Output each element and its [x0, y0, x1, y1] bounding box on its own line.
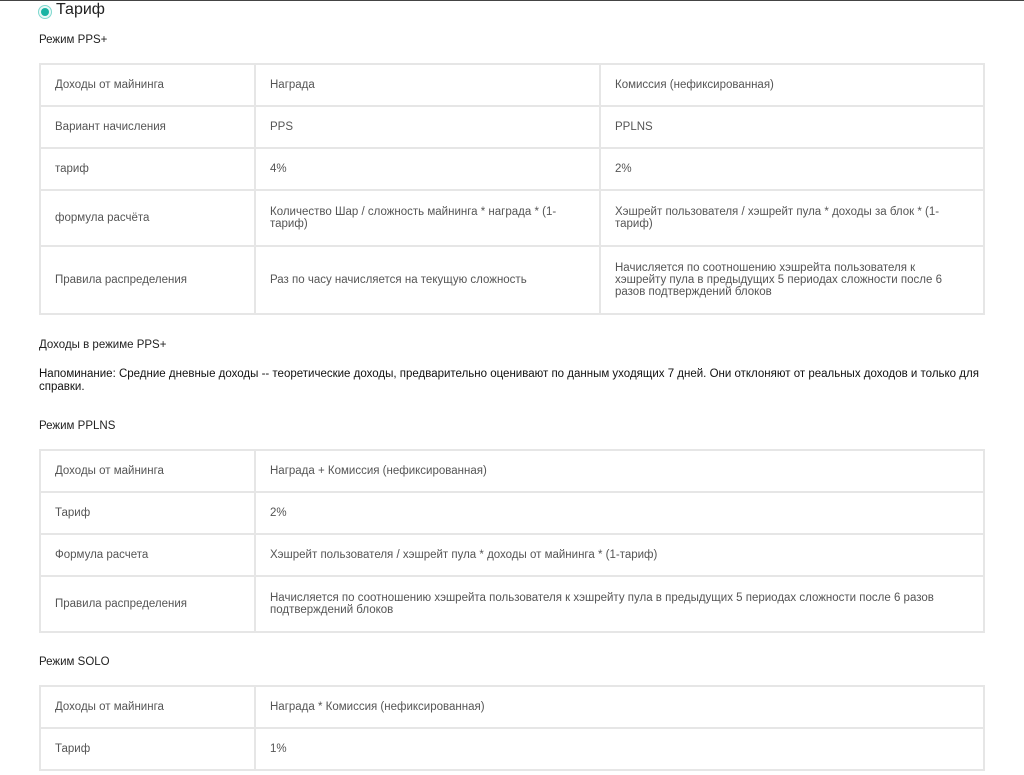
- table-row: [40, 190, 984, 246]
- table-row: [40, 246, 984, 314]
- table-cell: Начисляется по соотношению хэшрейта пользователя к хэшрейту пула в предыдущих 5 периодах сложности после 6 разов подтверждений блоков: [255, 576, 984, 632]
- table-cell: Доходы от майнинга: [40, 686, 255, 728]
- solo-table: [39, 685, 985, 771]
- table-cell: Тариф: [40, 728, 255, 770]
- table-row: [40, 686, 984, 728]
- table-cell: 2%: [255, 492, 984, 534]
- table-cell: Награда + Комиссия (нефиксированная): [255, 450, 984, 492]
- table-cell: Вариант начисления: [40, 106, 255, 148]
- table-cell: Тариф: [40, 492, 255, 534]
- table-row: [40, 106, 984, 148]
- table-row: [40, 728, 984, 770]
- table-cell: Раз по часу начисляется на текущую сложность: [255, 246, 600, 314]
- table-cell: Количество Шар / сложность майнинга * награда * (1-тариф): [255, 190, 600, 246]
- table-row: [40, 576, 984, 632]
- top-border: [0, 0, 1024, 1]
- solo-label: Режим SOLO: [39, 656, 110, 668]
- table-cell: тариф: [40, 148, 255, 190]
- table-row: [40, 492, 984, 534]
- table-cell: 1%: [255, 728, 984, 770]
- table-cell: Начисляется по соотношению хэшрейта пользователя к хэшрейту пула в предыдущих 5 периодах сложности после 6 разов подтверждений блоков: [600, 246, 984, 314]
- table-row: [40, 534, 984, 576]
- income-note: Напоминание: Средние дневные доходы -- теоретические доходы, предварительно оценивают по данным уходящих 7 дней. Они отклоняют от реальных доходов и только для справки.: [39, 368, 979, 393]
- table-cell: 2%: [600, 148, 984, 190]
- table-cell: Награда * Комиссия (нефиксированная): [255, 686, 984, 728]
- pps-plus-table: [39, 63, 985, 315]
- table-cell: Хэшрейт пользователя / хэшрейт пула * доходы за блок * (1-тариф): [600, 190, 984, 246]
- table-cell: Правила распределения: [40, 576, 255, 632]
- table-cell: 4%: [255, 148, 600, 190]
- table-cell: Комиссия (нефиксированная): [600, 64, 984, 106]
- table-cell: Формула расчета: [40, 534, 255, 576]
- pps-plus-label: Режим PPS+: [39, 34, 108, 46]
- radio-selected-icon[interactable]: [38, 5, 52, 19]
- table-cell: PPLNS: [600, 106, 984, 148]
- table-cell: Хэшрейт пользователя / хэшрейт пула * доходы от майнинга * (1-тариф): [255, 534, 984, 576]
- pplns-table: [39, 449, 985, 633]
- table-row: [40, 148, 984, 190]
- table-row: [40, 450, 984, 492]
- page-title: Тариф: [56, 1, 105, 18]
- pplns-label: Режим PPLNS: [39, 420, 116, 432]
- table-cell: Награда: [255, 64, 600, 106]
- table-cell: Доходы от майнинга: [40, 450, 255, 492]
- table-row: [40, 64, 984, 106]
- table-cell: формула расчёта: [40, 190, 255, 246]
- table-cell: Доходы от майнинга: [40, 64, 255, 106]
- pps-plus-income-label: Доходы в режиме PPS+: [39, 339, 167, 351]
- table-cell: Правила распределения: [40, 246, 255, 314]
- page-header: [38, 0, 105, 20]
- table-cell: PPS: [255, 106, 600, 148]
